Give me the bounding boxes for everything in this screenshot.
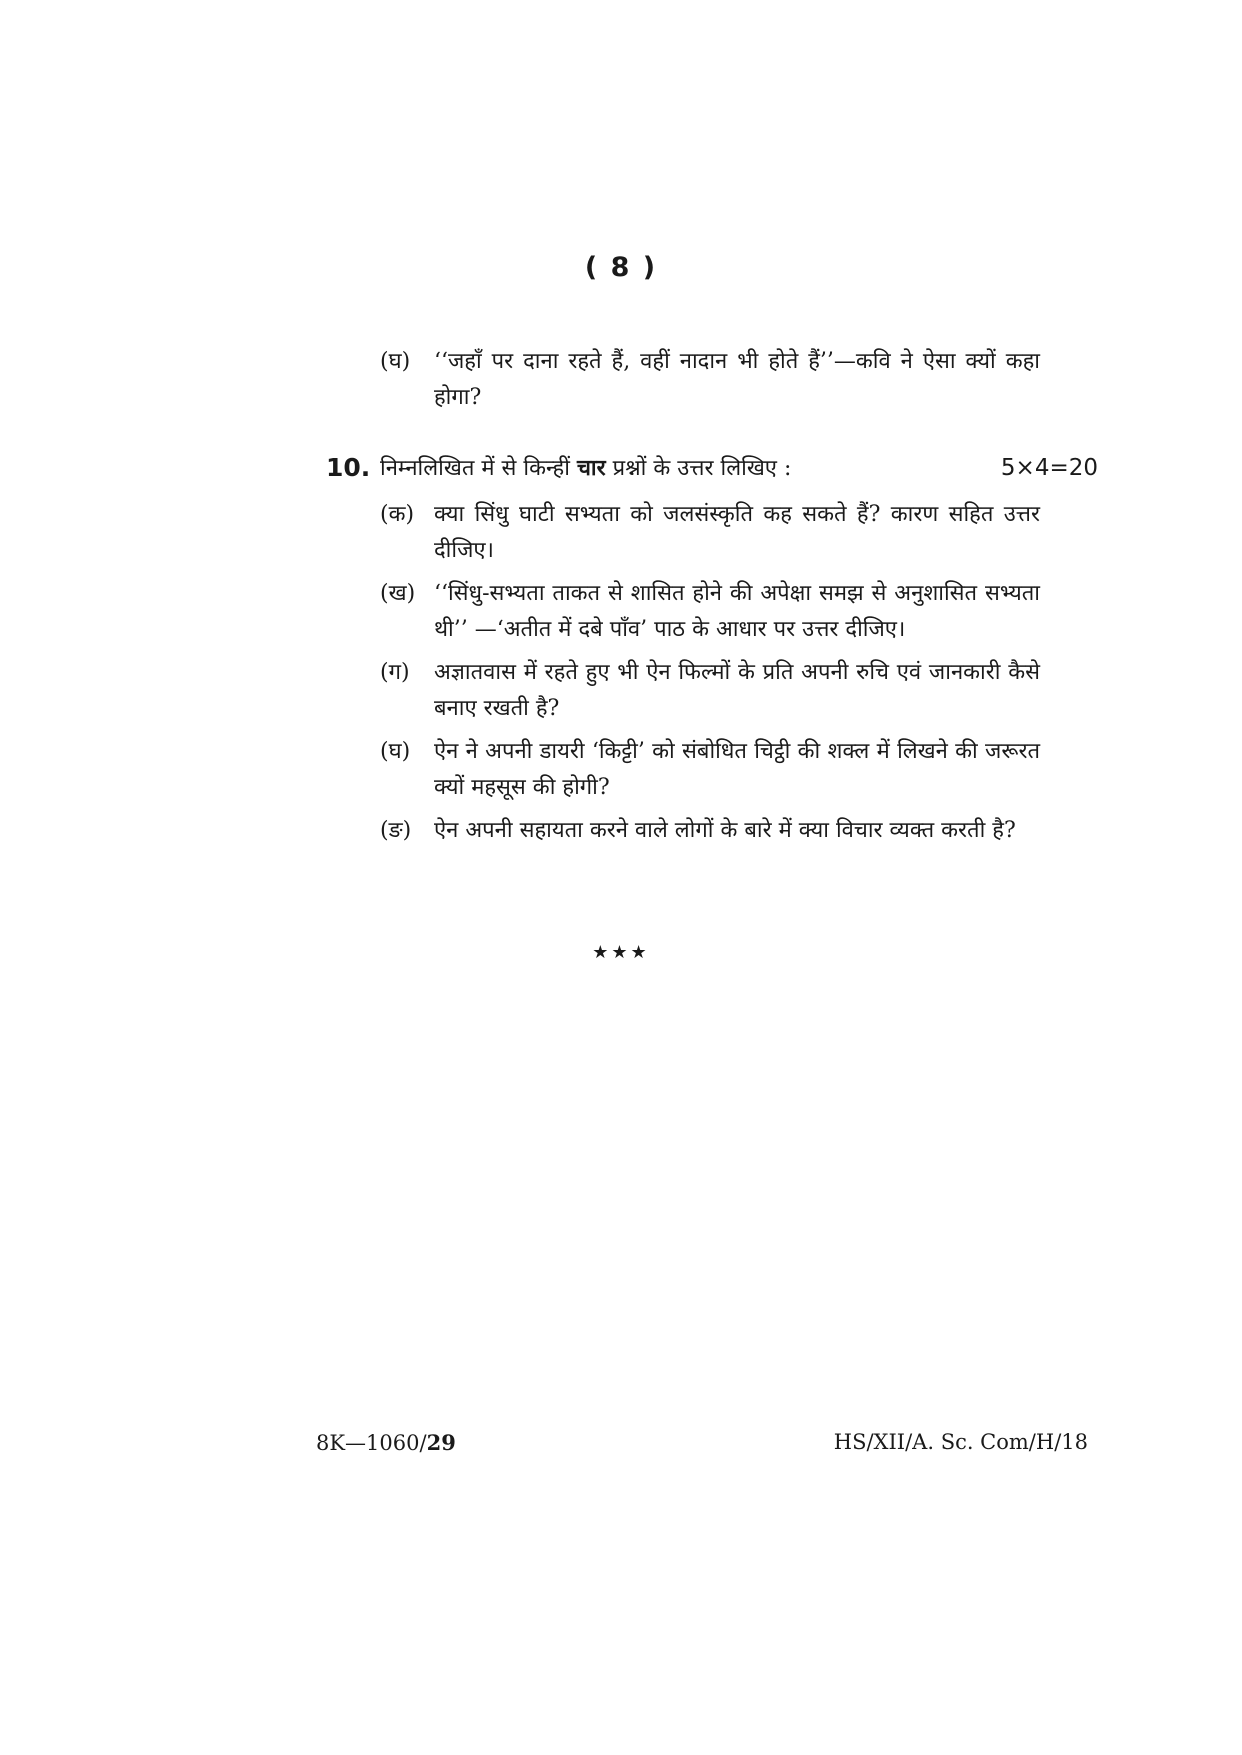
instruction-part-2: प्रश्नों के उत्तर लिखिए : (605, 456, 792, 481)
question-item-kha (380, 576, 1040, 648)
question-number: 10. (326, 453, 371, 482)
page-number: ( 8 ) (584, 252, 658, 283)
question-item-nga (380, 813, 1040, 849)
item-text: ‘‘सिंधु-सभ्यता ताकत से शासित होने की अपेक्षा समझ से अनुशासित सभ्यता थी’’ —‘अतीत में दबे पाँव’ पाठ के आधार पर उत्तर दीजिए। (434, 581, 1040, 642)
footer-code-prefix: 8K—1060/ (316, 1431, 427, 1455)
question-marks: 5×4=20 (1000, 455, 1098, 481)
footer-paper-id: HS/XII/A. Sc. Com/H/18 (833, 1430, 1088, 1454)
footer-code-bold: 29 (426, 1430, 456, 1455)
question-instruction (380, 450, 791, 487)
question-item-ka (380, 497, 1040, 569)
instruction-part-1: निम्नलिखित में से किन्हीं (380, 456, 577, 481)
item-text: अज्ञातवास में रहते हुए भी ऐन फिल्मों के प्रति अपनी रुचि एवं जानकारी कैसे बनाए रखती है? (434, 660, 1040, 721)
item-label: (ग) (380, 660, 410, 685)
question-item-gha (380, 734, 1040, 806)
instruction-bold: चार (576, 455, 606, 481)
item-text: ‘‘जहाँ पर दाना रहते हैं, वहीं नादान भी होते हैं’’—कवि ने ऐसा क्यों कहा होगा? (434, 349, 1040, 410)
item-text: क्या सिंधु घाटी सभ्यता को जलसंस्कृति कह सकते हैं? कारण सहित उत्तर दीजिए। (434, 502, 1040, 563)
item-label: (घ) (380, 739, 411, 764)
question-item-ga (380, 655, 1040, 727)
item-label: (ख) (380, 581, 416, 606)
item-text: ऐन अपनी सहायता करने वाले लोगों के बारे में क्या विचार व्यक्त करती है? (434, 818, 1016, 843)
item-label: (ङ) (380, 818, 412, 843)
end-marker: ★★★ (592, 942, 650, 963)
footer-code (316, 1430, 456, 1455)
item-text: ऐन ने अपनी डायरी ‘किट्टी’ को संबोधित चिट्ठी की शक्ल में लिखने की जरूरत क्यों महसूस की होगी? (434, 739, 1040, 800)
prev-question-item (380, 344, 1040, 416)
item-label: (घ) (380, 349, 411, 374)
item-label: (क) (380, 502, 415, 527)
